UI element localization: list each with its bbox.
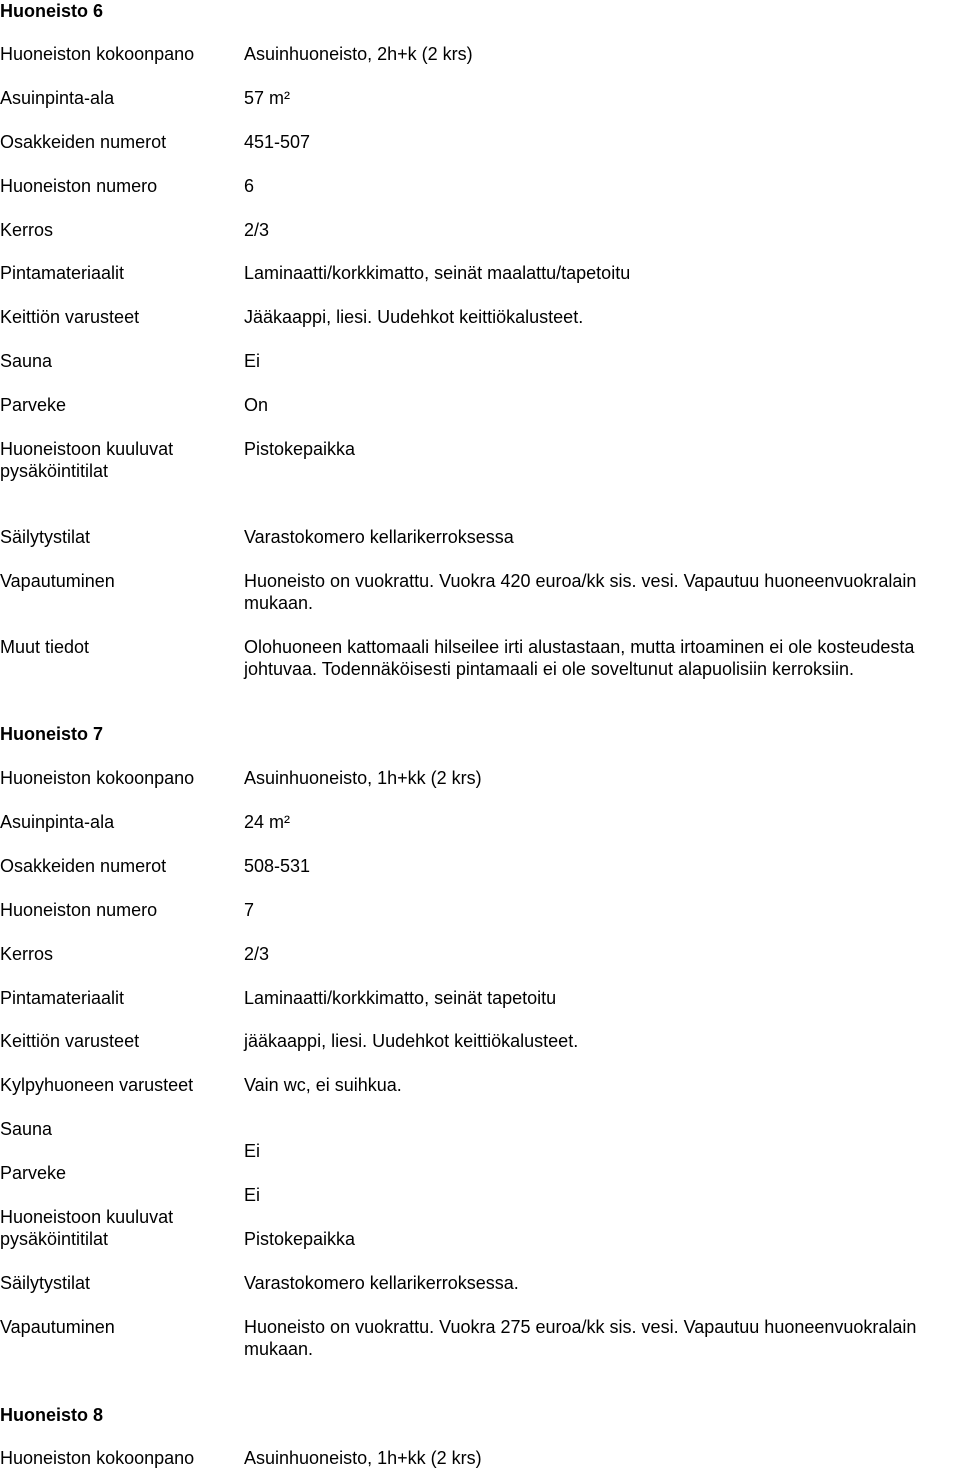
unit-7-numero-label: Huoneiston numero xyxy=(0,900,158,920)
unit-6-osakkeet-label: Osakkeiden numerot xyxy=(0,132,167,152)
unit-6-pinta-ala-label: Asuinpinta-ala xyxy=(0,88,115,108)
unit-6-numero-value: 6 xyxy=(244,176,255,196)
unit-7-pinnat-label: Pintamateriaalit xyxy=(0,988,125,1008)
unit-6-sailytys-value: Varastokomero kellarikerroksessa xyxy=(244,527,514,547)
unit-6-pinnat-value: Laminaatti/korkkimatto, seinät maalattu/tapetoitu xyxy=(244,263,631,283)
unit-7-sailytys-value: Varastokomero kellarikerroksessa. xyxy=(244,1273,519,1293)
unit-6-parveke-label: Parveke xyxy=(0,395,67,415)
unit-7-pysakointi-label-line1: Huoneistoon kuuluvat xyxy=(0,1207,174,1227)
unit-7-osakkeet-value: 508-531 xyxy=(244,856,311,876)
unit-6-muut-label: Muut tiedot xyxy=(0,637,90,657)
unit-6-sailytys-label: Säilytystilat xyxy=(0,527,91,547)
unit-7-osakkeet-label: Osakkeiden numerot xyxy=(0,856,167,876)
unit-6-pysakointi-label-line2: pysäköintitilat xyxy=(0,461,109,481)
unit-7-kokoonpano-label: Huoneiston kokoonpano xyxy=(0,768,195,788)
unit-7-kylpyhuone-value: Vain wc, ei suihkua. xyxy=(244,1075,402,1095)
unit-6-parveke-value: On xyxy=(244,395,269,415)
unit-7-kerros-label: Kerros xyxy=(0,944,54,964)
unit-7-vapautuminen-value: Huoneisto on vuokrattu. Vuokra 275 euroa/kk sis. vesi. Vapautuu huoneenvuokralain mukaan. xyxy=(244,1317,917,1359)
unit-6-numero-label: Huoneiston numero xyxy=(0,176,158,196)
unit-7-pysakointi-label-line2: pysäköintitilat xyxy=(0,1229,109,1249)
unit-7-parveke-label: Parveke xyxy=(0,1163,67,1183)
unit-6-sauna-label: Sauna xyxy=(0,351,53,371)
unit-7-numero-value: 7 xyxy=(244,900,255,920)
unit-7-sailytys-label: Säilytystilat xyxy=(0,1273,91,1293)
unit-6-pysakointi-label-line1: Huoneistoon kuuluvat xyxy=(0,439,174,459)
unit-7-kokoonpano-value: Asuinhuoneisto, 1h+kk (2 krs) xyxy=(244,768,482,788)
unit-7-pysakointi-value: Pistokepaikka xyxy=(244,1229,356,1249)
unit-6-vapautuminen-value: Huoneisto on vuokrattu. Vuokra 420 euroa/kk sis. vesi. Vapautuu huoneenvuokralain mukaan. xyxy=(244,571,917,613)
unit-6-keittio-value: Jääkaappi, liesi. Uudehkot keittiökalusteet. xyxy=(244,307,584,327)
unit-7-pinnat-value: Laminaatti/korkkimatto, seinät tapetoitu xyxy=(244,988,557,1008)
unit-6-pinnat-label: Pintamateriaalit xyxy=(0,263,125,283)
unit-7-vapautuminen-label: Vapautuminen xyxy=(0,1317,115,1337)
unit-7-parveke-value: Ei xyxy=(244,1185,261,1205)
unit-6-sauna-value: Ei xyxy=(244,351,261,371)
unit-7-pinta-ala-label: Asuinpinta-ala xyxy=(0,812,115,832)
unit-6-kokoonpano-value: Asuinhuoneisto, 2h+k (2 krs) xyxy=(244,44,473,64)
unit-7-keittio-value: jääkaappi, liesi. Uudehkot keittiökalusteet. xyxy=(244,1031,579,1051)
unit-6-kerros-label: Kerros xyxy=(0,220,54,240)
unit-7-kylpyhuone-label: Kylpyhuoneen varusteet xyxy=(0,1075,194,1095)
unit-6-vapautuminen-label: Vapautuminen xyxy=(0,571,115,591)
unit-6-pysakointi-value: Pistokepaikka xyxy=(244,439,356,459)
unit-6-kokoonpano-label: Huoneiston kokoonpano xyxy=(0,44,195,64)
unit-7-keittio-label: Keittiön varusteet xyxy=(0,1031,140,1051)
unit-7-pinta-ala-value: 24 m² xyxy=(244,812,291,832)
unit-6-title: Huoneisto 6 xyxy=(0,1,104,21)
unit-6-muut-value: Olohuoneen kattomaali hilseilee irti alustastaan, mutta irtoaminen ei ole kosteudesta johtuvaa. Todennäköisesti pintamaali ei ole soveltunut alapuolisiin kerroksiin. xyxy=(244,637,915,679)
unit-6-kerros-value: 2/3 xyxy=(244,220,270,240)
unit-7-sauna-value: Ei xyxy=(244,1141,261,1161)
unit-8-kokoonpano-value: Asuinhuoneisto, 1h+kk (2 krs) xyxy=(244,1448,482,1468)
unit-6-pinta-ala-value: 57 m² xyxy=(244,88,291,108)
unit-7-title: Huoneisto 7 xyxy=(0,724,104,744)
unit-7-kerros-value: 2/3 xyxy=(244,944,270,964)
unit-8-title: Huoneisto 8 xyxy=(0,1405,104,1425)
unit-8-kokoonpano-label: Huoneiston kokoonpano xyxy=(0,1448,195,1468)
unit-6-osakkeet-value: 451-507 xyxy=(244,132,311,152)
unit-6-keittio-label: Keittiön varusteet xyxy=(0,307,140,327)
unit-7-sauna-label: Sauna xyxy=(0,1119,53,1139)
